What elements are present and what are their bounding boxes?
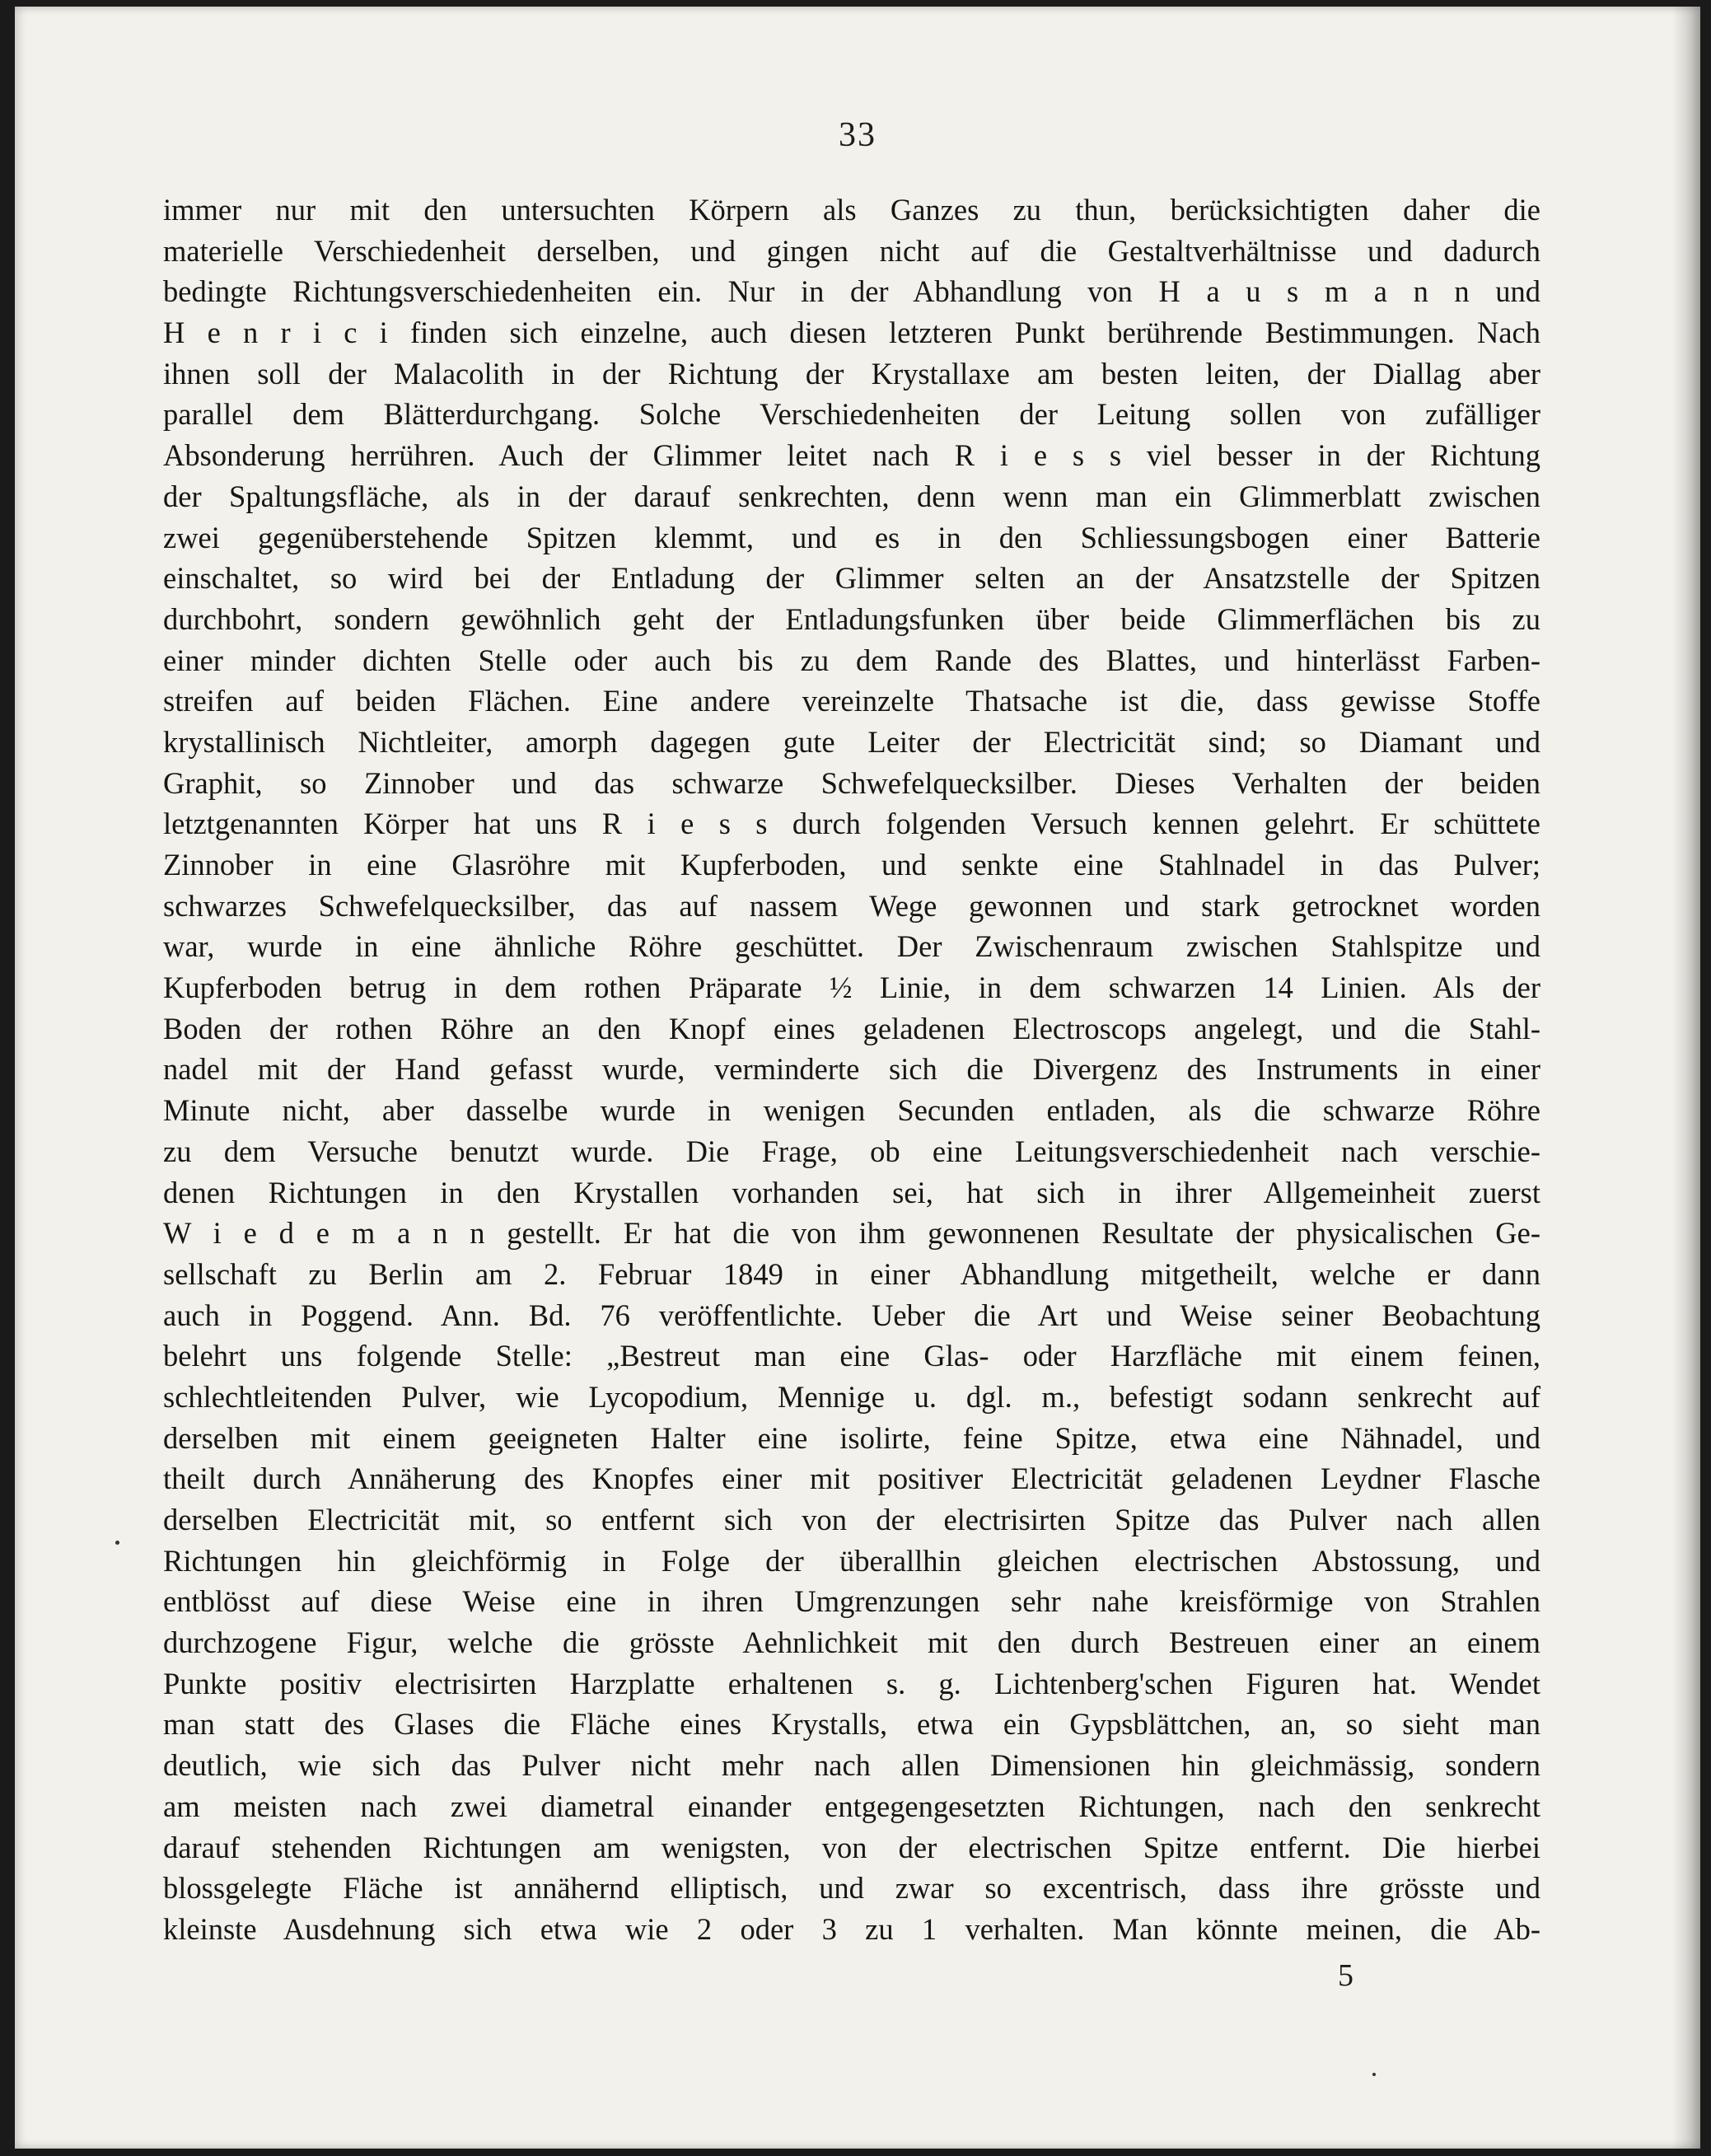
- text-line: nadel mit der Hand gefasst wurde, verminderte sich die Divergenz des Instruments in einer: [163, 1052, 1540, 1087]
- text-line: schwarzes Schwefelquecksilber, das auf nassem Wege gewonnen und stark getrocknet worden: [163, 888, 1540, 923]
- text-line: zwei gegenüberstehende Spitzen klemmt, und es in den Schliessungsbogen einer Batterie: [163, 520, 1540, 554]
- text-line: derselben Electricität mit, so entfernt sich von der electrisirten Spitze das Pulver nach allen: [163, 1503, 1540, 1536]
- text-line: denen Richtungen in den Krystallen vorhanden sei, hat sich in ihrer Allgemeinheit zuerst: [163, 1175, 1540, 1209]
- text-line: auch in Poggend. Ann. Bd. 76 veröffentlichte. Ueber die Art und Weise seiner Beobachtung: [163, 1298, 1540, 1332]
- text-line: Punkte positiv electrisirten Harzplatte erhaltenen s. g. Lichtenberg'schen Figuren hat. Wendet: [163, 1666, 1540, 1700]
- text-line: Richtungen hin gleichförmig in Folge der überallhin gleichen electrischen Abstossung, und: [163, 1543, 1540, 1578]
- text-line: derselben mit einem geeigneten Halter eine isolirte, feine Spitze, etwa eine Nähnadel, und: [163, 1420, 1540, 1455]
- text-line: materielle Verschiedenheit derselben, und gingen nicht auf die Gestaltverhältnisse und dadurch: [163, 233, 1540, 268]
- text-line: Kupferboden betrug in dem rothen Präparate ½ Linie, in dem schwarzen 14 Linien. Als der: [163, 970, 1540, 1005]
- text-line: der Spaltungsfläche, als in der darauf senkrechten, denn wenn man ein Glimmerblatt zwischen: [163, 479, 1540, 513]
- signature-mark: 5: [1338, 1958, 1353, 1993]
- text-line: schlechtleitenden Pulver, wie Lycopodium, Mennige u. dgl. m., befestigt sodann senkrecht auf: [163, 1379, 1540, 1414]
- text-line: einschaltet, so wird bei der Entladung der Glimmer selten an der Ansatzstelle der Spitzen: [163, 561, 1540, 596]
- text-line: war, wurde in eine ähnliche Röhre geschüttet. Der Zwischenraum zwischen Stahlspitze und: [163, 929, 1540, 964]
- text-line: theilt durch Annäherung des Knopfes einer mit positiver Electricität geladenen Leydner Flasche: [163, 1461, 1540, 1496]
- text-line: Graphit, so Zinnober und das schwarze Schwefelquecksilber. Dieses Verhalten der beiden: [163, 765, 1540, 800]
- text-line: H e n r i c i finden sich einzelne, auch diesen letzteren Punkt berührende Bestimmungen. Nach: [163, 316, 1540, 350]
- body-text: [163, 189, 1540, 1950]
- text-line: kleinste Ausdehnung sich etwa wie 2 oder 3 zu 1 verhalten. Man könnte meinen, die Ab-: [163, 1911, 1540, 1946]
- text-line: Boden der rothen Röhre an den Knopf eines geladenen Electroscops angelegt, und die Stahl-: [163, 1011, 1540, 1045]
- page-number: 33: [839, 116, 877, 154]
- scan-speck: [1372, 2073, 1376, 2076]
- text-line: ihnen soll der Malacolith in der Richtung der Krystallaxe am besten leiten, der Diallag aber: [163, 356, 1540, 391]
- text-line: parallel dem Blätterdurchgang. Solche Verschiedenheiten der Leitung sollen von zufälliger: [163, 397, 1540, 432]
- text-line: man statt des Glases die Fläche eines Krystalls, etwa ein Gypsblättchen, an, so sieht man: [163, 1707, 1540, 1742]
- text-line: belehrt uns folgende Stelle: „Bestreut man eine Glas- oder Harzfläche mit einem feinen,: [163, 1339, 1540, 1373]
- text-line: deutlich, wie sich das Pulver nicht mehr nach allen Dimensionen hin gleichmässig, sondern: [163, 1748, 1540, 1783]
- text-line: W i e d e m a n n gestellt. Er hat die von ihm gewonnenen Resultate der physicalischen Ge-: [163, 1216, 1540, 1251]
- text-line: streifen auf beiden Flächen. Eine andere vereinzelte Thatsache ist die, dass gewisse Stoffe: [163, 684, 1540, 718]
- text-line: blossgelegte Fläche ist annähernd elliptisch, und zwar so excentrisch, dass ihre grösste und: [163, 1871, 1540, 1906]
- text-line: sellschaft zu Berlin am 2. Februar 1849 in einer Abhandlung mitgetheilt, welche er dann: [163, 1256, 1540, 1291]
- text-line: letztgenannten Körper hat uns R i e s s durch folgenden Versuch kennen gelehrt. Er schüttete: [163, 807, 1540, 841]
- text-line: durchbohrt, sondern gewöhnlich geht der Entladungsfunken über beide Glimmerflächen bis zu: [163, 601, 1540, 636]
- text-line: entblösst auf diese Weise eine in ihren Umgrenzungen sehr nahe kreisförmige von Strahlen: [163, 1584, 1540, 1619]
- text-line: durchzogene Figur, welche die grösste Aehnlichkeit mit den durch Bestreuen einer an einem: [163, 1625, 1540, 1660]
- text-line: Minute nicht, aber dasselbe wurde in wenigen Secunden entladen, als die schwarze Röhre: [163, 1093, 1540, 1128]
- text-line: Absonderung herrühren. Auch der Glimmer leitet nach R i e s s viel besser in der Richtung: [163, 438, 1540, 473]
- text-line: am meisten nach zwei diametral einander entgegengesetzten Richtungen, nach den senkrecht: [163, 1789, 1540, 1823]
- text-line: darauf stehenden Richtungen am wenigsten, von der electrischen Spitze entfernt. Die hierbei: [163, 1830, 1540, 1864]
- text-line: immer nur mit den untersuchten Körpern als Ganzes zu thun, berücksichtigten daher die: [163, 193, 1540, 227]
- scan-speck: [115, 1541, 119, 1545]
- book-page: [15, 7, 1700, 2149]
- text-line: zu dem Versuche benutzt wurde. Die Frage, ob eine Leitungsverschiedenheit nach verschie-: [163, 1134, 1540, 1168]
- page-edge-shadow: [1672, 7, 1700, 2149]
- text-line: einer minder dichten Stelle oder auch bis zu dem Rande des Blattes, und hinterlässt Farben-: [163, 643, 1540, 677]
- text-line: Zinnober in eine Glasröhre mit Kupferboden, und senkte eine Stahlnadel in das Pulver;: [163, 848, 1540, 882]
- text-line: krystallinisch Nichtleiter, amorph dagegen gute Leiter der Electricität sind; so Diamant und: [163, 724, 1540, 759]
- text-line: bedingte Richtungsverschiedenheiten ein. Nur in der Abhandlung von H a u s m a n n und: [163, 274, 1540, 309]
